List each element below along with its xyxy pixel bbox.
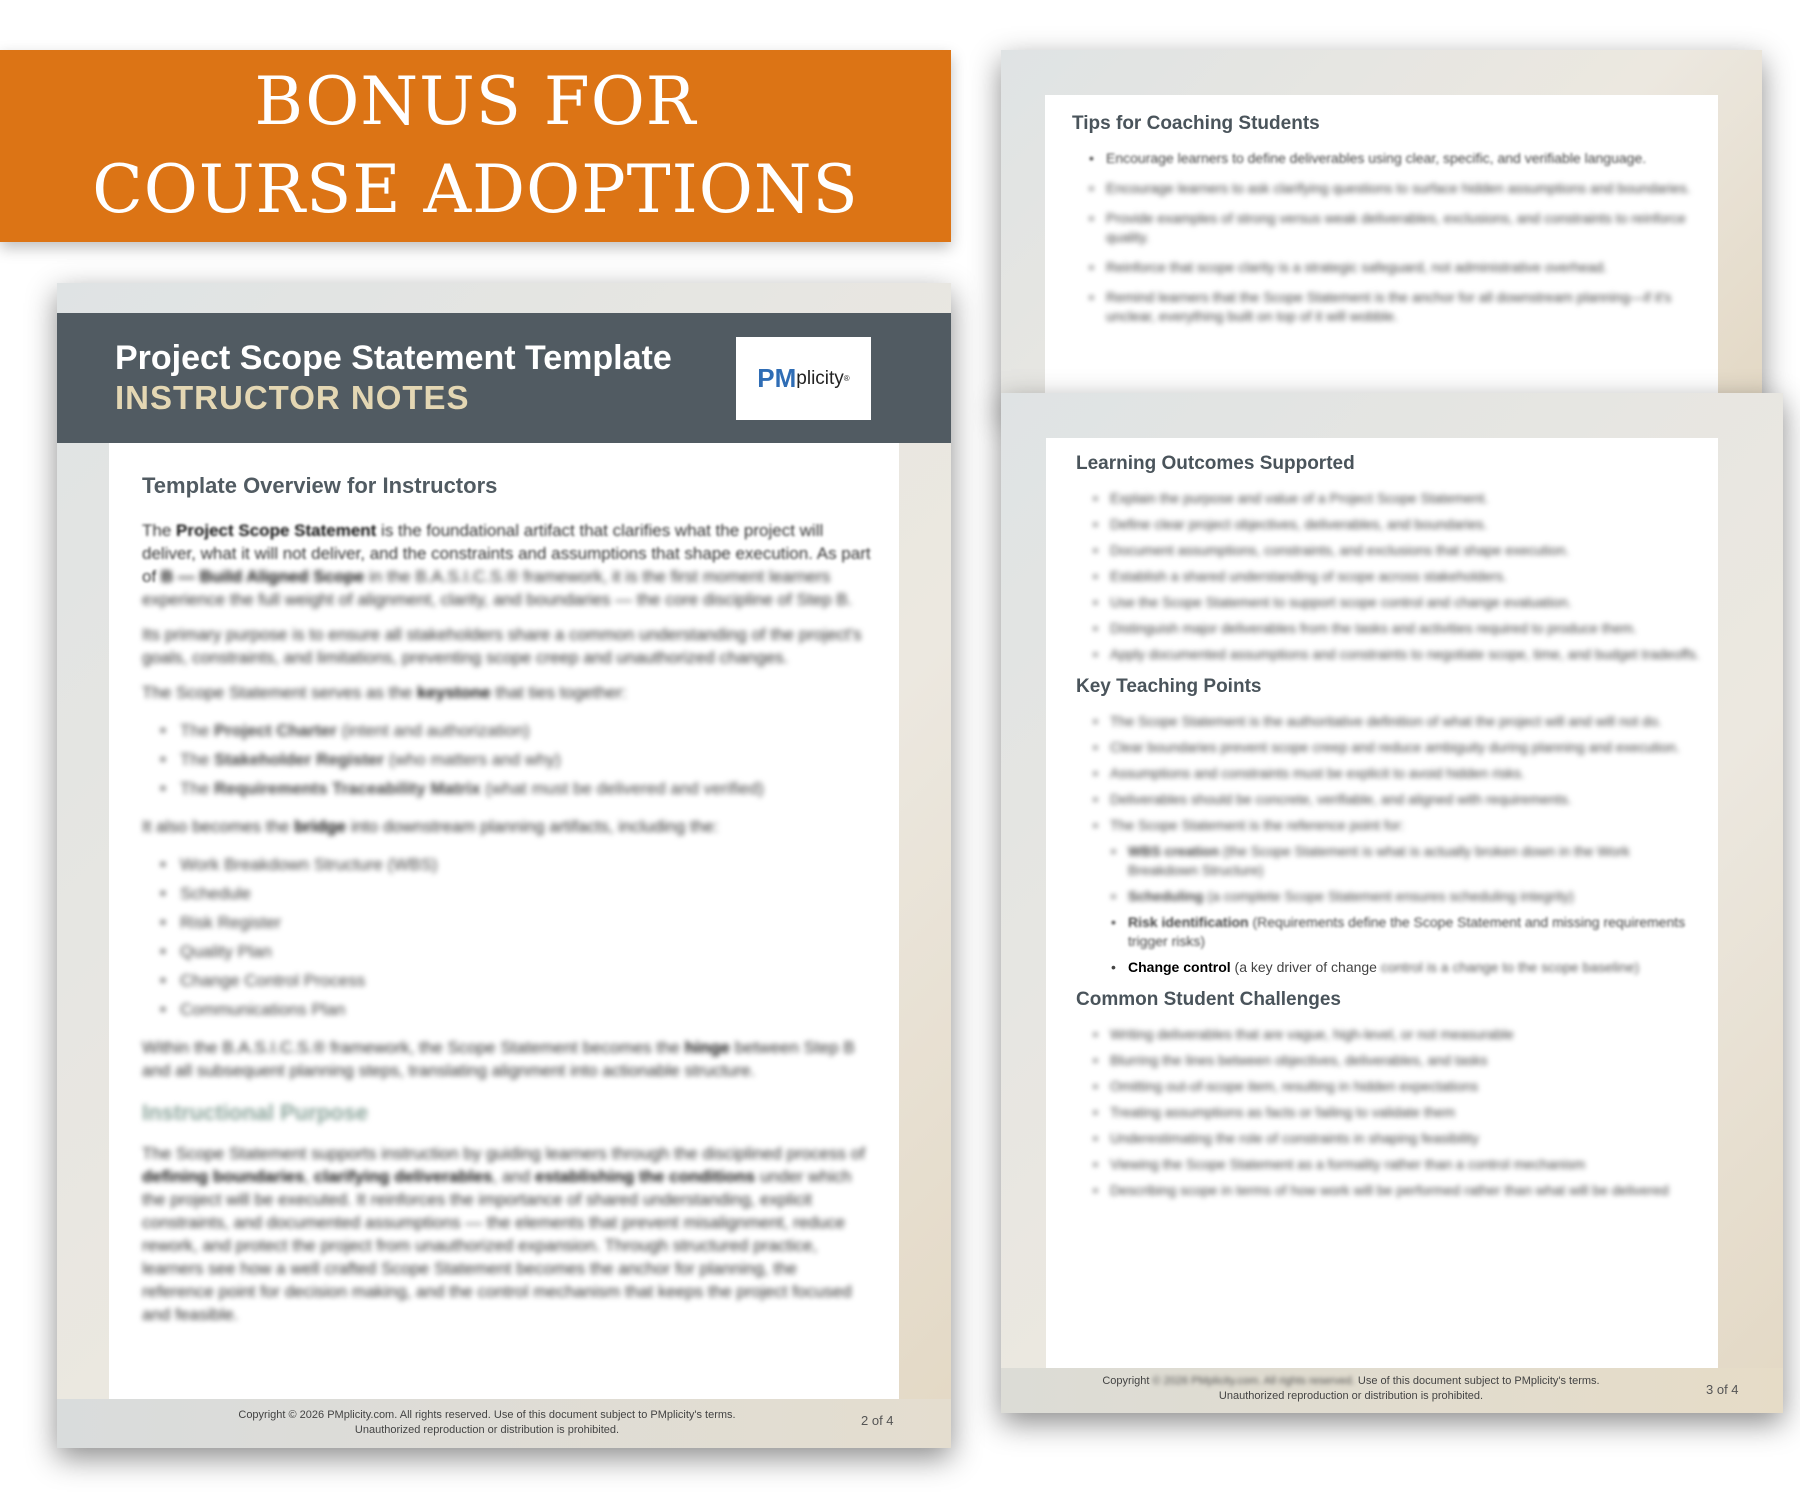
page-2-footer xyxy=(57,1399,951,1448)
logo-rest: plicity xyxy=(796,367,844,389)
list-item: • Schedule xyxy=(180,879,872,908)
list-item: • Reinforce that scope clarity is a strategic safeguard, not administrative overhead. xyxy=(1106,258,1692,277)
copyright-line-2: Unauthorized reproduction or distribution is prohibited. xyxy=(354,1424,620,1436)
page-3-back-body xyxy=(1045,95,1718,410)
page-3-footer xyxy=(1001,1368,1783,1413)
text: is the foundational artifact that clarifies what the project will deliver, what it will not deliver, and the constraints and assumptions that shape execution. As part of xyxy=(142,521,871,586)
list-item: • Blurring the lines between objectives, deliverables, and tasks xyxy=(1110,1051,1701,1070)
artifacts-list xyxy=(142,850,872,1024)
reference-point-text: (Requirements define the Scope Statement and missing requirements trigger risks) xyxy=(1128,914,1686,949)
bold-text: defining boundaries xyxy=(142,1167,305,1186)
list-item: • Explain the purpose and value of a Project Scope Statement. xyxy=(1110,489,1701,508)
text: The xyxy=(180,721,215,740)
list-item xyxy=(180,774,872,803)
list-item: • Work Breakdown Structure (WBS) xyxy=(180,850,872,879)
reference-point-label: Scheduling xyxy=(1128,888,1204,904)
text: The xyxy=(180,779,215,798)
text: , xyxy=(304,1167,314,1186)
list-item xyxy=(1110,887,1701,906)
page-number: 3 of 4 xyxy=(1706,1382,1739,1397)
text: (who matters and why) xyxy=(384,750,561,769)
list-item: • Use the Scope Statement to support scope control and change evaluation. xyxy=(1110,593,1701,612)
overview-paragraph-1 xyxy=(142,519,872,611)
reference-point-text: (the Scope Statement is what is actually broken down in the Work Breakdown Structure) xyxy=(1128,843,1630,878)
reference-point-label: WBS creation xyxy=(1128,843,1220,859)
tips-list xyxy=(1072,149,1692,326)
text: Within the B.A.S.I.C.S.® framework, the Scope Statement becomes the xyxy=(142,1038,685,1057)
bold-text: Stakeholder Register xyxy=(214,750,385,769)
document-subtitle: INSTRUCTOR NOTES xyxy=(115,379,470,416)
text: (what must be delivered and verified) xyxy=(480,779,764,798)
list-item: • Risk Register xyxy=(180,908,872,937)
overview-paragraph-3 xyxy=(142,681,872,704)
ties-list xyxy=(142,716,872,803)
list-item: • Underestimating the role of constraints in shaping feasibility xyxy=(1110,1129,1701,1148)
logo-pm: PM xyxy=(757,363,797,393)
text: The Scope Statement serves as the xyxy=(142,683,417,702)
list-item: • Document assumptions, constraints, and exclusions that shape execution. xyxy=(1110,541,1701,560)
copyright-faded: © 2026 PMplicity.com. All rights reserved. xyxy=(1152,1375,1355,1387)
pmplicity-logo xyxy=(736,337,871,420)
text: The xyxy=(180,750,215,769)
change-control-faded-text: control is a change to the scope baseline) xyxy=(1376,959,1640,975)
text: (intent and authorization) xyxy=(336,721,530,740)
logo-registered: ® xyxy=(843,374,850,383)
list-item: • Distinguish major deliverables from the tasks and activities required to produce them. xyxy=(1110,619,1701,638)
challenges-heading: Common Student Challenges xyxy=(1076,989,1341,1010)
list-item: • Quality Plan xyxy=(180,937,872,966)
text: The xyxy=(142,521,177,540)
page-3-body xyxy=(1046,438,1718,1368)
purpose-heading: Instructional Purpose xyxy=(142,1100,369,1125)
list-item: • The Scope Statement is the authoritative definition of what the project will and will not do. xyxy=(1110,712,1701,731)
bold-text: keystone xyxy=(416,683,491,702)
list-item: • Communications Plan xyxy=(180,995,872,1024)
list-item: • Provide examples of strong versus weak deliverables, exclusions, and constraints to reinforce quality. xyxy=(1106,209,1692,247)
banner-line-2: COURSE ADOPTIONS xyxy=(92,151,859,228)
page-3-back xyxy=(1001,50,1762,410)
bold-text: Requirements Traceability Matrix xyxy=(214,779,481,798)
text: that ties together: xyxy=(490,683,627,702)
copyright-tail: Use of this document subject to PMplicity's terms. xyxy=(1354,1375,1600,1387)
text: in the B.A.S.I.C.S.® framework, it is the first moment learners experience the full weight of alignment, clarity, and boundaries — the core discipline of Step B. xyxy=(142,567,853,609)
reference-point-text: (a complete Scope Statement ensures scheduling integrity) xyxy=(1203,888,1574,904)
document-title: Project Scope Statement Template xyxy=(115,339,672,377)
list-item: • Assumptions and constraints must be explicit to avoid hidden risks. xyxy=(1110,764,1701,783)
purpose-paragraph xyxy=(142,1142,872,1326)
overview-paragraph-4 xyxy=(142,815,872,838)
overview-heading: Template Overview for Instructors xyxy=(142,473,498,498)
list-item: • Treating assumptions as facts or failing to validate them xyxy=(1110,1103,1701,1122)
overview-paragraph-2: Its primary purpose is to ensure all stakeholders share a common understanding of the project's goals, constraints, and limitations, preventing scope creep and unauthorized changes. xyxy=(142,625,862,667)
page-3 xyxy=(1001,393,1783,1413)
outcomes-heading: Learning Outcomes Supported xyxy=(1076,453,1355,474)
copyright-lead: Copyright xyxy=(1102,1375,1153,1387)
list-item: • Define clear project objectives, deliverables, and boundaries. xyxy=(1110,515,1701,534)
bonus-banner xyxy=(0,50,951,242)
banner-line-1: BONUS FOR xyxy=(254,63,697,140)
copyright-line-1: Copyright © 2026 PMplicity.com. All rights reserved. Use of this document subject to PMplicity's terms. xyxy=(238,1409,736,1421)
list-item xyxy=(180,716,872,745)
list-item: • Change Control Process xyxy=(180,966,872,995)
list-item: • Writing deliverables that are vague, high-level, or not measurable xyxy=(1110,1025,1701,1044)
page-header xyxy=(57,313,951,443)
list-item: • Establish a shared understanding of scope across stakeholders. xyxy=(1110,567,1701,586)
list-item xyxy=(1110,913,1701,951)
text: It also becomes the xyxy=(142,817,295,836)
list-item: • The Scope Statement is the reference point for: xyxy=(1110,816,1701,835)
list-item: • Apply documented assumptions and constraints to negotiate scope, time, and budget tradeoffs. xyxy=(1110,645,1701,664)
page-2-body xyxy=(109,443,899,1399)
bold-text: bridge xyxy=(294,817,347,836)
change-control-clear-text: (a key driver of change xyxy=(1230,959,1377,975)
list-item xyxy=(1110,842,1701,880)
page-2 xyxy=(57,283,951,1448)
copyright-notice xyxy=(1091,1374,1611,1404)
list-item: • Clear boundaries prevent scope creep and reduce ambiguity during planning and execution. xyxy=(1110,738,1701,757)
list-item: • Encourage learners to define deliverables using clear, specific, and verifiable language. xyxy=(1106,149,1692,168)
list-item xyxy=(180,745,872,774)
copyright-line-2: Unauthorized reproduction or distribution is prohibited. xyxy=(1218,1390,1484,1402)
text: The Scope Statement supports instruction by guiding learners through the disciplined process of xyxy=(142,1144,865,1163)
bold-text: clarifying deliverables xyxy=(313,1167,493,1186)
bold-text: establishing the conditions xyxy=(535,1167,756,1186)
list-item: • Deliverables should be concrete, verifiable, and aligned with requirements. xyxy=(1110,790,1701,809)
overview-paragraph-5 xyxy=(142,1036,872,1082)
bold-text: hinge xyxy=(684,1038,730,1057)
list-item xyxy=(1110,958,1701,977)
bold-text: B — Build Aligned Scope xyxy=(160,567,365,586)
outcomes-list xyxy=(1076,489,1701,664)
teaching-list xyxy=(1076,712,1701,977)
bold-text: Project Charter xyxy=(214,721,337,740)
teaching-heading: Key Teaching Points xyxy=(1076,676,1262,697)
text: , and xyxy=(492,1167,536,1186)
tips-heading: Tips for Coaching Students xyxy=(1072,113,1320,134)
list-item: • Encourage learners to ask clarifying questions to surface hidden assumptions and boundaries. xyxy=(1106,179,1692,198)
copyright-notice xyxy=(207,1408,767,1438)
text: into downstream planning artifacts, including the: xyxy=(346,817,719,836)
text: between Step B and all subsequent planning steps, translating alignment into actionable structure. xyxy=(142,1038,855,1080)
reference-point-label: Risk identification xyxy=(1128,914,1249,930)
challenges-list xyxy=(1076,1025,1701,1200)
page-number: 2 of 4 xyxy=(861,1413,894,1428)
text: under which the project will be executed. It reinforces the importance of shared understanding, explicit constraints, and documented assumptions — the elements that prevent misalignment, reduce rework, and protect the project from unauthorized expansion. Through structured practice, learners see how a well crafted Scope Statement becomes the anchor for planning, the reference point for decision making, and the control mechanism that keeps the project focused and feasible. xyxy=(142,1167,852,1324)
list-item: • Omitting out-of-scope item, resulting in hidden expectations xyxy=(1110,1077,1701,1096)
change-control-label: Change control xyxy=(1128,959,1231,975)
list-item: • Remind learners that the Scope Statement is the anchor for all downstream planning—if it's unclear, everything built on top of it will wobble. xyxy=(1106,288,1692,326)
list-item: • Describing scope in terms of how work will be performed rather than what will be delivered xyxy=(1110,1181,1701,1200)
bold-text: Project Scope Statement xyxy=(176,521,377,540)
list-item: • Viewing the Scope Statement as a formality rather than a control mechanism xyxy=(1110,1155,1701,1174)
